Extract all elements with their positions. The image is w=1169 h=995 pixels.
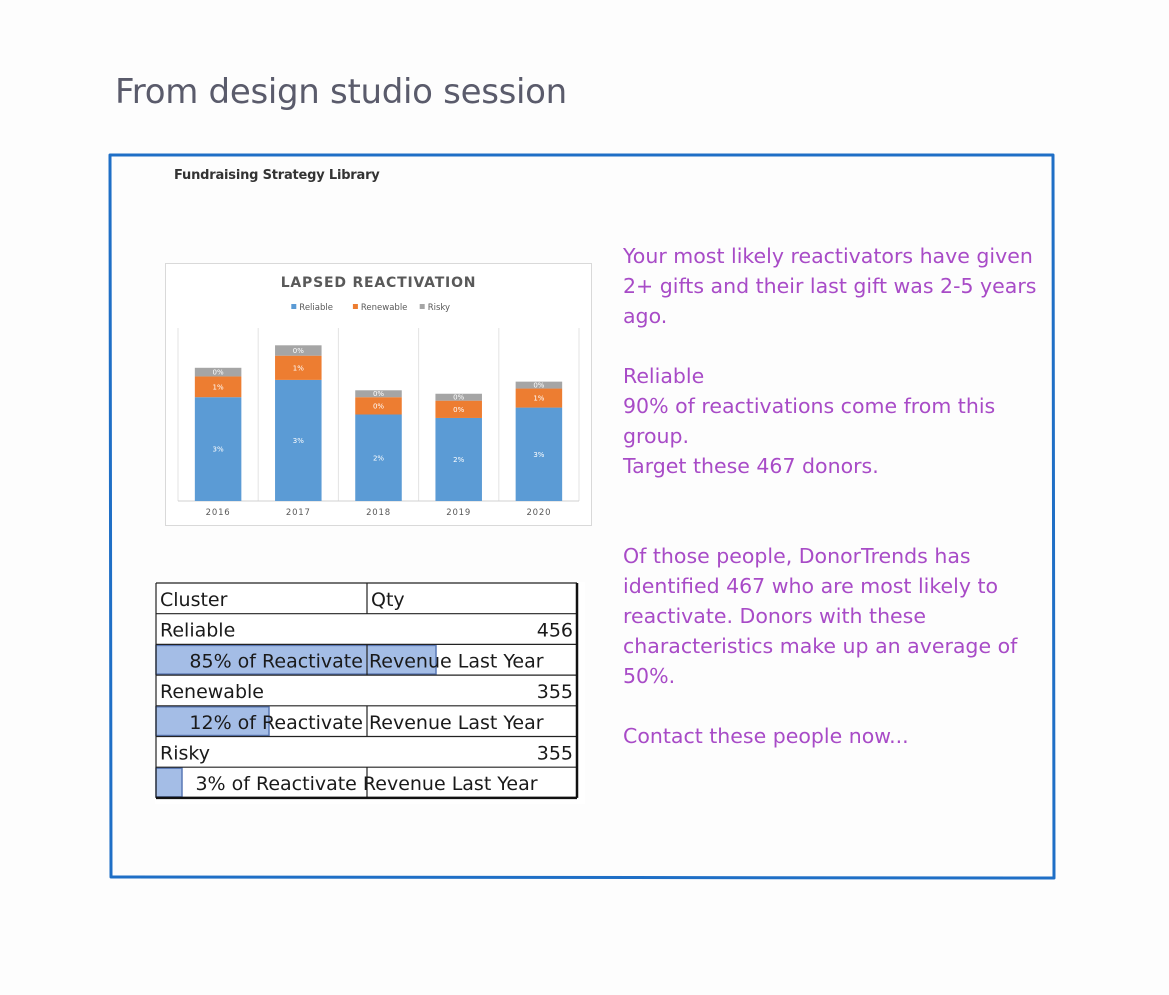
x-tick-2019: 2019 (446, 508, 472, 518)
table-cluster-risky: Risky (160, 742, 210, 765)
notes-segment-target: Target these 467 donors. (623, 454, 879, 478)
notes-segment-stat: 90% of reactivations come from this group. (623, 394, 996, 448)
data-label-risky-2019: 0% (453, 393, 465, 402)
data-label-reliable-2017: 3% (292, 436, 304, 445)
frame-label: Fundraising Strategy Library (174, 168, 380, 183)
legend-swatch-risky (420, 304, 425, 309)
table-qty-risky: 355 (536, 742, 573, 765)
legend-label-risky: Risky (427, 303, 451, 313)
table-databar-risky (156, 768, 182, 797)
x-tick-2017: 2017 (285, 508, 311, 518)
x-tick-2016: 2016 (205, 508, 231, 518)
chart-title: LAPSED REACTIVATION (280, 275, 477, 291)
data-label-reliable-2016: 3% (212, 445, 224, 454)
table-qty-reliable: 456 (536, 619, 573, 642)
data-label-renewable-2019: 0% (453, 405, 465, 414)
legend-label-renewable: Renewable (360, 303, 408, 313)
notes-detail: Of those people, DonorTrends has identified 467 who are most likely to reactivate. Donors with these characteristics make up an average of 50%. (623, 544, 1018, 688)
notes-intro: Your most likely reactivators have given 2+ gifts and their last gift was 2-5 years ago. (623, 244, 1037, 328)
data-label-risky-2016: 0% (212, 368, 224, 377)
lapsed-reactivation-chart (165, 263, 592, 526)
data-label-reliable-2020: 3% (533, 450, 545, 459)
x-tick-2020: 2020 (526, 508, 552, 518)
table-bar-text-reliable: 85% of Reactivate Revenue Last Year (189, 650, 544, 673)
table-cluster-reliable: Reliable (160, 619, 236, 642)
data-label-risky-2017: 0% (292, 346, 304, 355)
page-title: From design studio session (115, 72, 567, 112)
table-header-qty: Qty (371, 589, 405, 611)
data-label-renewable-2017: 1% (292, 364, 304, 373)
x-tick-2018: 2018 (366, 508, 391, 518)
notes-segment: Reliable (623, 364, 705, 388)
cluster-table (155, 582, 585, 804)
table-header-cluster: Cluster (160, 589, 228, 611)
data-label-renewable-2016: 1% (212, 383, 224, 392)
table-cluster-renewable: Renewable (160, 681, 264, 704)
legend-swatch-renewable (353, 304, 358, 309)
table-qty-renewable: 355 (536, 681, 573, 704)
data-label-renewable-2020: 1% (533, 394, 545, 403)
data-label-reliable-2019: 2% (453, 455, 465, 464)
data-label-renewable-2018: 0% (372, 402, 385, 411)
data-label-risky-2020: 0% (533, 381, 545, 390)
legend-label-reliable: Reliable (299, 303, 333, 313)
data-label-risky-2018: 0% (372, 390, 385, 399)
table-bar-text-risky: 3% of Reactivate Revenue Last Year (195, 773, 538, 796)
data-label-reliable-2018: 2% (372, 454, 385, 463)
legend-swatch-reliable (291, 304, 296, 309)
notes-cta: Contact these people now... (623, 724, 909, 748)
table-bar-text-renewable: 12% of Reactivate Revenue Last Year (189, 711, 544, 734)
notes-panel (623, 241, 1043, 751)
